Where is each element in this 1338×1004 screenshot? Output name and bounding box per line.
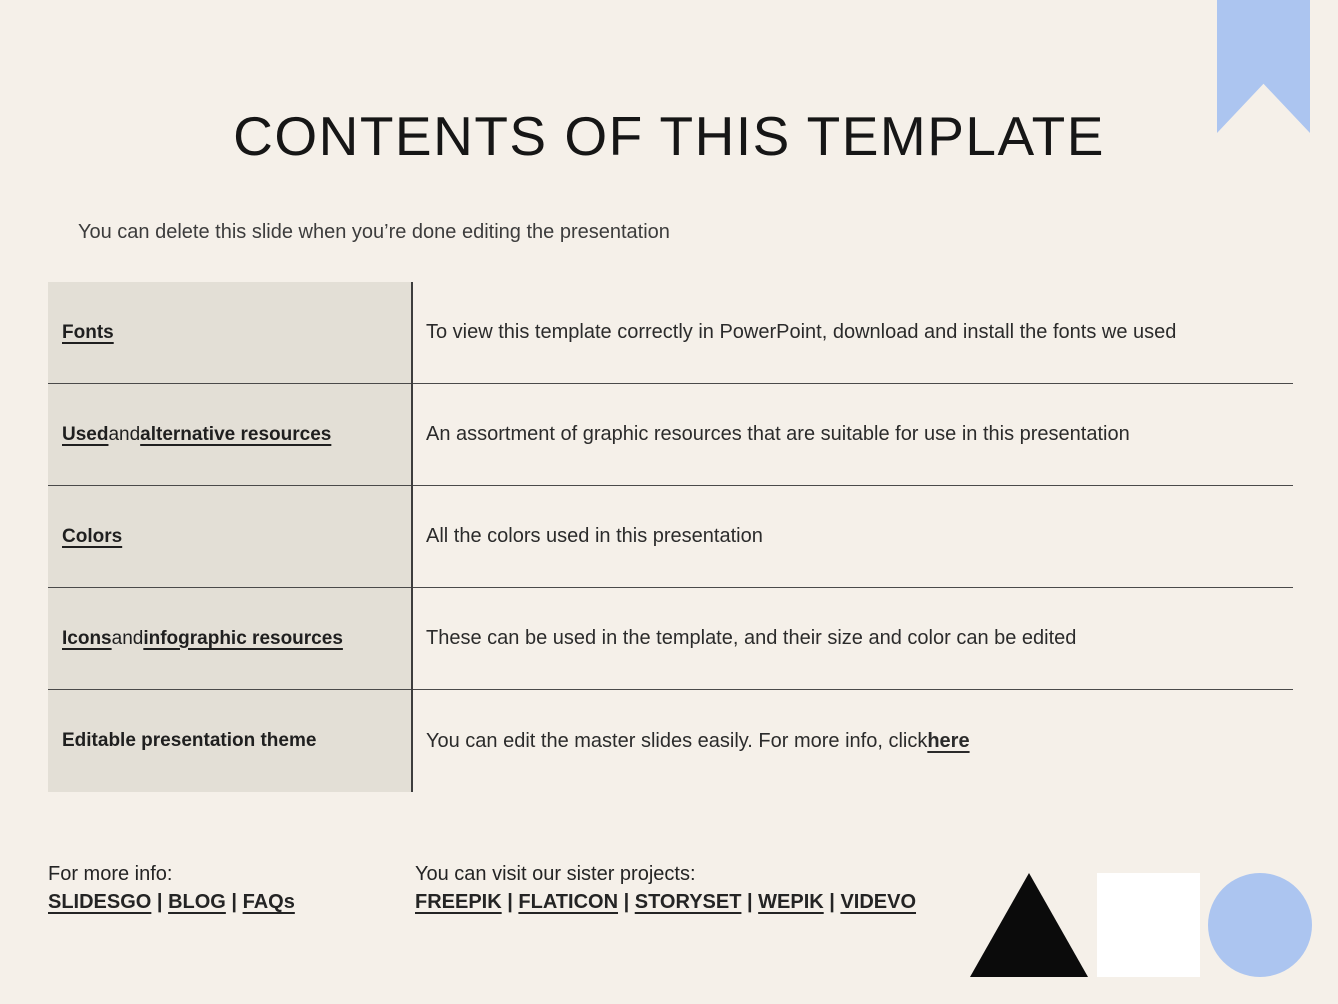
table-row <box>48 486 1293 588</box>
here-link[interactable]: here <box>927 729 970 752</box>
text-segment: and <box>108 423 141 445</box>
row-label-cell <box>48 384 412 485</box>
faqs-link[interactable]: FAQs <box>242 890 295 913</box>
footer-info-links <box>48 889 295 917</box>
blog-link[interactable]: BLOG <box>168 890 226 913</box>
row-description-cell <box>412 282 1293 383</box>
slidesgo-link[interactable]: SLIDESGO <box>48 890 152 913</box>
row-description-cell <box>412 384 1293 485</box>
footer-sister-links <box>415 889 916 917</box>
wepik-link[interactable]: WEPIK <box>758 890 824 913</box>
separator: | <box>225 890 243 913</box>
text-segment: You can edit the master slides easily. For more info, click <box>426 729 928 752</box>
row-label-text: Editable presentation theme <box>62 730 317 751</box>
text-segment: An assortment of graphic resources that are suitable for use in this presentation <box>426 423 1130 445</box>
videvo-link[interactable]: VIDEVO <box>840 890 917 913</box>
freepik-link[interactable]: FREEPIK <box>415 890 502 913</box>
square-icon <box>1097 873 1200 977</box>
storyset-link[interactable]: STORYSET <box>634 890 742 913</box>
icons-link[interactable]: Icons <box>62 627 112 649</box>
text-segment: and <box>111 627 144 649</box>
table-row <box>48 384 1293 486</box>
row-description-cell <box>412 690 1293 792</box>
page-title: CONTENTS OF THIS TEMPLATE <box>233 105 1105 167</box>
row-label-cell <box>48 486 412 587</box>
subtitle: You can delete this slide when you’re done editing the presentation <box>78 221 670 243</box>
row-label-cell <box>48 282 412 383</box>
row-description-cell <box>412 588 1293 689</box>
fonts-link[interactable]: Fonts <box>62 321 114 343</box>
alternative-resources-link[interactable]: alternative resources <box>140 423 332 445</box>
table-rows <box>48 282 1293 792</box>
text-segment: All the colors used in this presentation <box>426 525 763 547</box>
triangle-icon <box>970 873 1088 977</box>
circle-icon <box>1208 873 1312 977</box>
flaticon-link[interactable]: FLATICON <box>518 890 619 913</box>
column-divider <box>411 282 413 792</box>
text-segment: To view this template correctly in PowerPoint, download and install the fonts we used <box>426 321 1177 343</box>
row-label-cell <box>48 588 412 689</box>
separator: | <box>618 890 635 913</box>
text-segment: These can be used in the template, and their size and color can be edited <box>426 627 1077 649</box>
used-link[interactable]: Used <box>62 423 109 445</box>
separator: | <box>501 890 519 913</box>
table-row <box>48 588 1293 690</box>
footer-more-info <box>48 861 295 916</box>
table-row <box>48 690 1293 792</box>
separator: | <box>741 890 759 913</box>
separator: | <box>151 890 169 913</box>
contents-table <box>48 282 1293 792</box>
row-description-cell <box>412 486 1293 587</box>
infographic-resources-link[interactable]: infographic resources <box>143 627 343 649</box>
colors-link[interactable]: Colors <box>62 525 123 547</box>
footer-sister-heading: You can visit our sister projects: <box>415 863 696 885</box>
footer-sister-projects <box>415 861 916 916</box>
table-row <box>48 282 1293 384</box>
separator: | <box>823 890 841 913</box>
row-label-cell <box>48 690 412 792</box>
footer-info-heading: For more info: <box>48 863 173 885</box>
